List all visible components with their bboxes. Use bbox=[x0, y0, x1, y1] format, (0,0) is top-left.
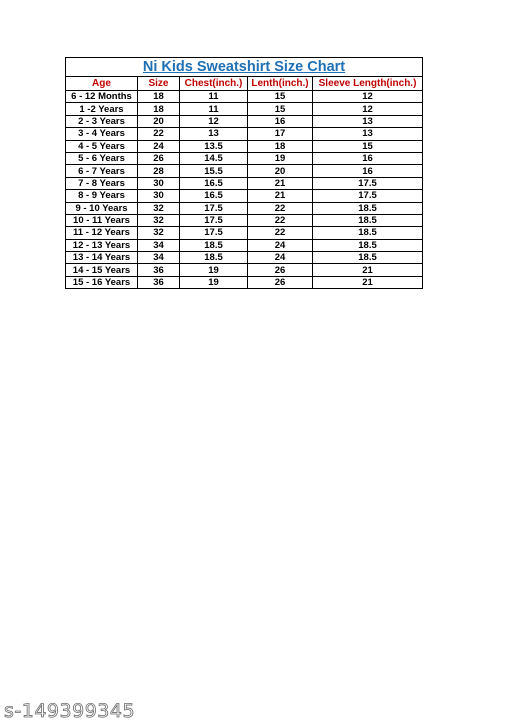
title-row bbox=[66, 58, 423, 77]
header-chest: Chest(inch.) bbox=[180, 77, 248, 91]
cell-size: 32 bbox=[138, 227, 180, 239]
cell-age: 6 - 12 Months bbox=[66, 91, 138, 103]
cell-length: 22 bbox=[248, 214, 313, 226]
cell-length: 20 bbox=[248, 165, 313, 177]
cell-sleeve-length: 18.5 bbox=[313, 239, 423, 251]
cell-sleeve-length: 18.5 bbox=[313, 214, 423, 226]
cell-age: 2 - 3 Years bbox=[66, 115, 138, 127]
cell-length: 19 bbox=[248, 152, 313, 164]
chart-title: Ni Kids Sweatshirt Size Chart bbox=[66, 58, 423, 77]
cell-chest: 13 bbox=[180, 128, 248, 140]
table-row bbox=[66, 115, 423, 127]
cell-age: 4 - 5 Years bbox=[66, 140, 138, 152]
cell-sleeve-length: 17.5 bbox=[313, 177, 423, 189]
table-row bbox=[66, 214, 423, 226]
cell-size: 26 bbox=[138, 152, 180, 164]
cell-size: 18 bbox=[138, 91, 180, 103]
cell-size: 28 bbox=[138, 165, 180, 177]
cell-age: 11 - 12 Years bbox=[66, 227, 138, 239]
table-row bbox=[66, 264, 423, 276]
cell-size: 24 bbox=[138, 140, 180, 152]
cell-sleeve-length: 16 bbox=[313, 165, 423, 177]
table-row bbox=[66, 276, 423, 288]
cell-age: 14 - 15 Years bbox=[66, 264, 138, 276]
cell-chest: 18.5 bbox=[180, 239, 248, 251]
cell-chest: 15.5 bbox=[180, 165, 248, 177]
cell-size: 34 bbox=[138, 239, 180, 251]
cell-chest: 16.5 bbox=[180, 177, 248, 189]
cell-length: 22 bbox=[248, 227, 313, 239]
cell-sleeve-length: 12 bbox=[313, 91, 423, 103]
header-row bbox=[66, 77, 423, 91]
watermark-code: s-149399345 bbox=[4, 700, 136, 722]
cell-size: 30 bbox=[138, 190, 180, 202]
header-age: Age bbox=[66, 77, 138, 91]
cell-sleeve-length: 21 bbox=[313, 264, 423, 276]
cell-chest: 17.5 bbox=[180, 214, 248, 226]
cell-sleeve-length: 17.5 bbox=[313, 190, 423, 202]
cell-size: 36 bbox=[138, 276, 180, 288]
cell-age: 6 - 7 Years bbox=[66, 165, 138, 177]
cell-length: 21 bbox=[248, 190, 313, 202]
cell-size: 34 bbox=[138, 252, 180, 264]
cell-size: 36 bbox=[138, 264, 180, 276]
cell-sleeve-length: 21 bbox=[313, 276, 423, 288]
cell-length: 24 bbox=[248, 252, 313, 264]
cell-length: 15 bbox=[248, 91, 313, 103]
cell-size: 20 bbox=[138, 115, 180, 127]
table-row bbox=[66, 190, 423, 202]
cell-size: 22 bbox=[138, 128, 180, 140]
header-sleeve-length: Sleeve Length(inch.) bbox=[313, 77, 423, 91]
table-row bbox=[66, 165, 423, 177]
cell-length: 21 bbox=[248, 177, 313, 189]
cell-age: 10 - 11 Years bbox=[66, 214, 138, 226]
cell-size: 32 bbox=[138, 202, 180, 214]
cell-sleeve-length: 13 bbox=[313, 128, 423, 140]
cell-length: 18 bbox=[248, 140, 313, 152]
cell-sleeve-length: 15 bbox=[313, 140, 423, 152]
table-row bbox=[66, 227, 423, 239]
cell-length: 15 bbox=[248, 103, 313, 115]
cell-age: 8 - 9 Years bbox=[66, 190, 138, 202]
cell-age: 1 -2 Years bbox=[66, 103, 138, 115]
cell-age: 7 - 8 Years bbox=[66, 177, 138, 189]
cell-chest: 13.5 bbox=[180, 140, 248, 152]
cell-length: 17 bbox=[248, 128, 313, 140]
cell-size: 18 bbox=[138, 103, 180, 115]
cell-sleeve-length: 16 bbox=[313, 152, 423, 164]
cell-chest: 11 bbox=[180, 91, 248, 103]
table-body bbox=[66, 91, 423, 289]
table-row bbox=[66, 128, 423, 140]
cell-chest: 14.5 bbox=[180, 152, 248, 164]
cell-length: 16 bbox=[248, 115, 313, 127]
cell-size: 32 bbox=[138, 214, 180, 226]
cell-chest: 18.5 bbox=[180, 252, 248, 264]
table-row bbox=[66, 202, 423, 214]
cell-age: 9 - 10 Years bbox=[66, 202, 138, 214]
table-row bbox=[66, 103, 423, 115]
cell-chest: 19 bbox=[180, 264, 248, 276]
cell-sleeve-length: 18.5 bbox=[313, 227, 423, 239]
table-row bbox=[66, 140, 423, 152]
cell-length: 26 bbox=[248, 264, 313, 276]
cell-age: 13 - 14 Years bbox=[66, 252, 138, 264]
cell-chest: 17.5 bbox=[180, 227, 248, 239]
header-size: Size bbox=[138, 77, 180, 91]
cell-chest: 17.5 bbox=[180, 202, 248, 214]
cell-age: 15 - 16 Years bbox=[66, 276, 138, 288]
cell-age: 5 - 6 Years bbox=[66, 152, 138, 164]
cell-length: 26 bbox=[248, 276, 313, 288]
cell-sleeve-length: 12 bbox=[313, 103, 423, 115]
table-row bbox=[66, 239, 423, 251]
cell-sleeve-length: 18.5 bbox=[313, 252, 423, 264]
cell-length: 24 bbox=[248, 239, 313, 251]
cell-chest: 11 bbox=[180, 103, 248, 115]
cell-chest: 19 bbox=[180, 276, 248, 288]
size-chart-table bbox=[65, 57, 423, 289]
cell-size: 30 bbox=[138, 177, 180, 189]
table-row bbox=[66, 252, 423, 264]
header-length: Lenth(inch.) bbox=[248, 77, 313, 91]
cell-chest: 12 bbox=[180, 115, 248, 127]
cell-length: 22 bbox=[248, 202, 313, 214]
cell-chest: 16.5 bbox=[180, 190, 248, 202]
cell-sleeve-length: 13 bbox=[313, 115, 423, 127]
cell-sleeve-length: 18.5 bbox=[313, 202, 423, 214]
table-row bbox=[66, 91, 423, 103]
table-row bbox=[66, 177, 423, 189]
cell-age: 12 - 13 Years bbox=[66, 239, 138, 251]
cell-age: 3 - 4 Years bbox=[66, 128, 138, 140]
table-row bbox=[66, 152, 423, 164]
